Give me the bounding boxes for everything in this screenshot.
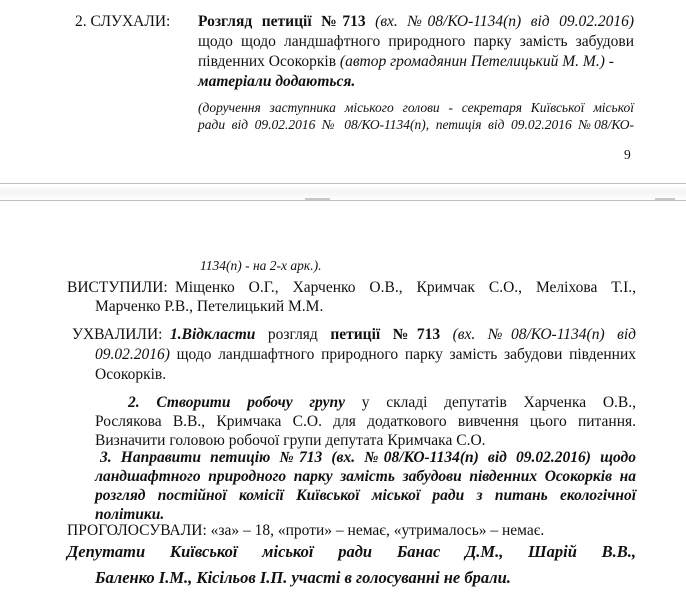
- heard-line-2: щодо щодо ландшафтного природного парку замість забудови: [198, 33, 634, 50]
- decision-1-line-3: Осокорків.: [95, 366, 167, 383]
- speakers-line-2: Марченко Р.В., Петелицький М.М.: [95, 298, 324, 315]
- decision-1-line-1: 1.Відкласти розгляд петиції №713 (вх. №08/КО-1134(п) від: [170, 326, 636, 343]
- voting-result: ПРОГОЛОСУВАЛИ: «за» – 18, «проти» – немає, «утрималось» – немає.: [67, 522, 545, 539]
- page-break-line: [0, 183, 686, 184]
- decision-3-line-4: політики.: [95, 506, 165, 523]
- page-number: 9: [624, 147, 631, 162]
- spoke-label: ВИСТУПИЛИ:: [67, 279, 168, 296]
- decision-2-line-3: Визначити головою робочої групи депутата Кримчака С.О.: [95, 432, 486, 449]
- decision-3-line-2: ландшафтного природного парку замість забудови південних Осокорків на: [95, 468, 636, 485]
- page-fold-mark-2: [655, 198, 675, 200]
- decision-3-line-1: 3. Направити петицію №713 (вх. №08/КО-1134(п) від 09.02.2016) щодо: [100, 449, 636, 466]
- petition-number: №713: [321, 13, 366, 30]
- page-fold-mark: [305, 198, 330, 200]
- order-note-line-2: ради від 09.02.2016 № 08/КО-1134(п), петиція від 09.02.2016 №08/КО-: [198, 117, 634, 132]
- petition-title: Розгляд петиції: [198, 13, 312, 30]
- speakers-line-1: Міщенко О.Г., Харченко О.В., Кримчак С.О., Меліхова Т.І.,: [175, 279, 636, 296]
- heard-label: 2. СЛУХАЛИ:: [75, 13, 171, 30]
- decision-2-line-1: 2. Створити робочу групу у складі депутатів Харченка О.В.,: [128, 394, 637, 411]
- decision-1-line-2: 09.02.2016) щодо ландшафтного природного парку замість забудови південних: [95, 346, 636, 363]
- non-voting-note-line-2: Баленко І.М., Кісільов І.П. участі в голосуванні не брали.: [95, 568, 511, 587]
- page-break-line-2: [0, 200, 686, 201]
- decided-label: УХВАЛИЛИ:: [72, 326, 163, 343]
- non-voting-note-line-1: Депутати Київської міської ради Банас Д.М., Шарій В.В.,: [67, 542, 636, 561]
- decision-3-line-3: розгляд постійної комісії Київської міської ради з питань екологічної: [95, 487, 636, 504]
- heard-line-4: матеріали додаються.: [198, 73, 356, 90]
- petition-author: (автор громадянин Петелицький М. М.): [339, 53, 605, 70]
- heard-line-3: південних Осокорків (автор громадянин Петелицький М. М.) -: [198, 53, 614, 70]
- petition-ref: (вх. №08/КО-1134(п) від 09.02.2016): [375, 13, 635, 30]
- order-note-continued: 1134(п) - на 2-х арк.).: [200, 258, 322, 273]
- heard-line-1: [198, 12, 634, 31]
- order-note-line-1: (доручення заступника міського голови - секретаря Київської міської: [198, 100, 634, 115]
- decision-2-line-2: Рослякова В.В., Кримчака С.О. для додаткового вивчення цього питання.: [95, 413, 636, 430]
- page-gap: [0, 186, 686, 200]
